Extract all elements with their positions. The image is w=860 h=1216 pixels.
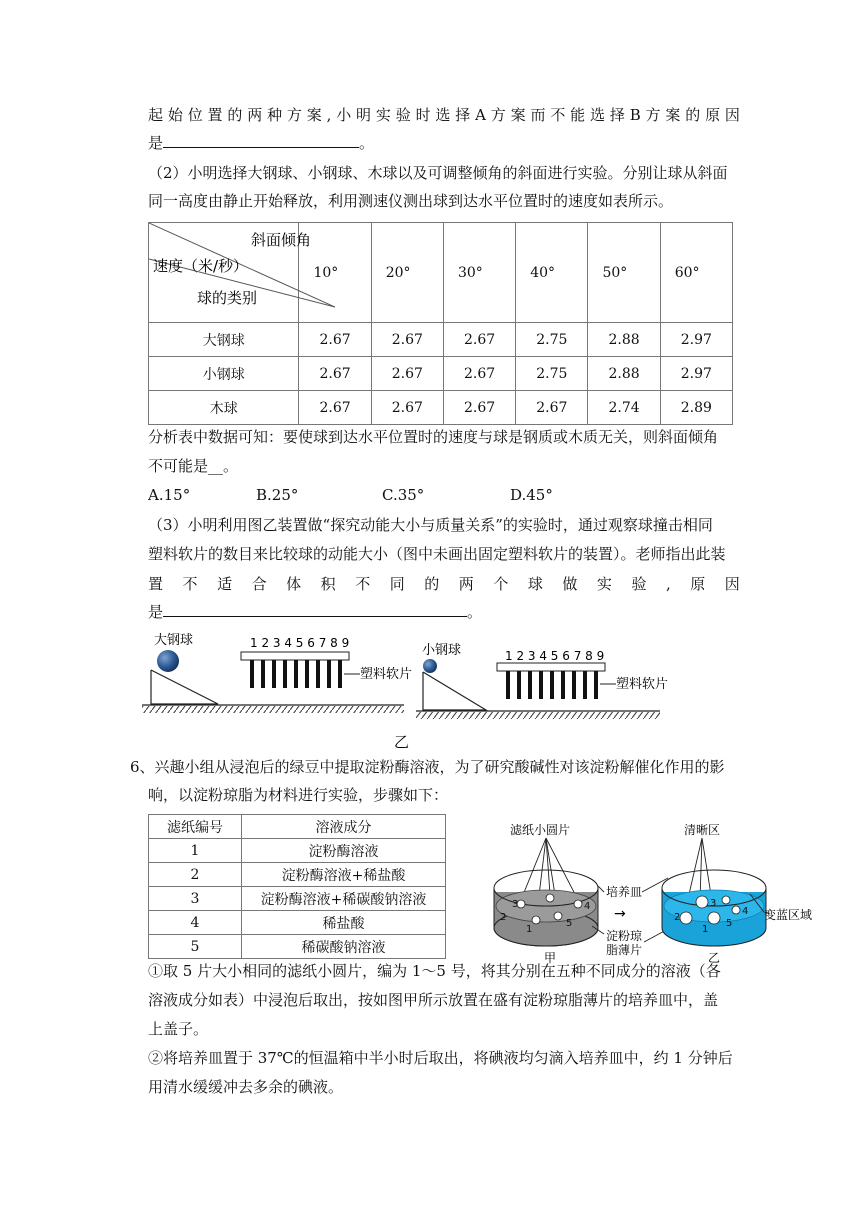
word: 时 — [415, 106, 431, 124]
speed-table — [148, 222, 733, 425]
step2-line2: 用清水缓缓冲去多余的碘液。 — [148, 1078, 344, 1096]
table-cell: 稀碳酸钠溶液 — [242, 935, 446, 959]
blue-zone-label: 变蓝区域 — [764, 908, 813, 922]
diagonal-header — [149, 223, 335, 323]
word: 小 — [336, 106, 352, 124]
table-cell: 2.67 — [299, 323, 371, 357]
option-c[interactable]: C.35° — [382, 486, 425, 504]
option-b[interactable]: B.25° — [256, 486, 299, 504]
analysis-line2: 不可能是__。 — [148, 457, 239, 475]
word: 两 — [247, 106, 263, 124]
word: 起 — [148, 106, 164, 124]
table-cell: 2.67 — [371, 357, 443, 391]
film-label-left: 塑料软片 — [360, 667, 413, 682]
word: 方 — [286, 106, 302, 124]
svg-text:5: 5 — [726, 918, 733, 929]
q6-line2: 响，以淀粉琼脂为材料进行实验，步骤如下： — [148, 786, 449, 804]
svg-text:1: 1 — [526, 924, 533, 935]
big-ball — [157, 650, 179, 672]
word: 选 — [590, 106, 606, 124]
agar-label-2: 脂薄片 — [606, 943, 643, 957]
word: 体 — [286, 575, 302, 593]
ground-left — [142, 706, 404, 713]
svg-text:4: 4 — [584, 901, 591, 912]
q5-part2-line1: （2）小明选择大钢球、小钢球、木球以及可调整倾角的斜面进行实验。分别让球从斜面 — [148, 164, 728, 182]
word: A — [475, 106, 486, 124]
word: 能 — [570, 106, 586, 124]
word: 适 — [217, 575, 233, 593]
svg-text:1: 1 — [702, 924, 709, 935]
analysis-line1: 分析表中数据可知：要使球到达水平位置时的速度与球是钢质或木质无关，则斜面倾角 — [148, 428, 719, 446]
word: 方 — [645, 106, 661, 124]
table-row — [149, 391, 733, 425]
ramp-right — [423, 672, 486, 710]
diagonal-header-cell — [149, 223, 312, 323]
table-cell: 2.88 — [588, 323, 660, 357]
table-cell: 2.75 — [516, 357, 588, 391]
step2-line1: ②将培养皿置于 37℃的恒温箱中半小时后取出，将碘液均匀滴入培养皿中，约 1 分钟后 — [148, 1049, 733, 1067]
table-cell: 2.67 — [371, 391, 443, 425]
angle-header: 10° — [299, 223, 371, 323]
word: 球 — [527, 575, 543, 593]
word: 实 — [596, 575, 612, 593]
solution-table — [148, 814, 446, 959]
film-numbers-right: 1 2 3 4 5 6 7 8 9 — [505, 649, 605, 663]
part3-line2: 塑料软片的数目来比较球的动能大小（图中未画出固定塑料软片的装置）。老师指出此装 — [148, 545, 726, 563]
word: 因 — [724, 106, 740, 124]
svg-text:2: 2 — [674, 912, 681, 923]
word: 验 — [631, 575, 647, 593]
step1-line1: ①取 5 片大小相同的滤纸小圆片，编为 1～5 号，将其分别在五种不同成分的溶液（各 — [148, 962, 721, 980]
svg-text:5: 5 — [566, 918, 573, 929]
table-cell: 2.67 — [299, 391, 371, 425]
word: 不 — [550, 106, 566, 124]
word: 种 — [267, 106, 283, 124]
word: 不 — [182, 575, 198, 593]
table-cell: 2.67 — [443, 357, 515, 391]
table-cell: 淀粉酶溶液+稀盐酸 — [242, 863, 446, 887]
table-cell: 淀粉酶溶液 — [242, 839, 446, 863]
q5-part2-line2: 同一高度由静止开始释放，利用测速仪测出球到达水平位置时的速度如表所示。 — [148, 192, 674, 210]
film-numbers-left: 1 2 3 4 5 6 7 8 9 — [250, 636, 350, 650]
word: 同 — [389, 575, 405, 593]
films-right — [506, 671, 598, 699]
header-speed: 速度（米/秒） — [153, 257, 249, 275]
word: 择 — [609, 106, 625, 124]
table-cell: 2.75 — [516, 323, 588, 357]
label-yi: 乙 — [708, 951, 721, 965]
header-ball-type: 球的类别 — [197, 289, 258, 307]
word: 明 — [356, 106, 372, 124]
part3-line3 — [148, 573, 740, 595]
table-header: 滤纸编号 — [149, 815, 242, 839]
option-a[interactable]: A.15° — [148, 486, 191, 504]
table-row — [149, 839, 446, 863]
label-jia: 甲 — [544, 951, 557, 965]
figure-yi-ramps — [140, 630, 740, 760]
angle-header: 30° — [443, 223, 515, 323]
table-cell: 1 — [149, 839, 242, 863]
word: 的 — [685, 106, 701, 124]
row-label: 大钢球 — [149, 323, 299, 357]
ground-right — [416, 712, 660, 719]
word: 案 — [306, 106, 322, 124]
filter-paper-label: 滤纸小圆片 — [510, 823, 571, 837]
table-row — [149, 357, 733, 391]
header-angle: 斜面倾角 — [251, 231, 312, 249]
answer-blank-2[interactable] — [163, 601, 467, 617]
film-holder-right — [497, 663, 605, 671]
q6-line1: 6、兴趣小组从浸泡后的绿豆中提取淀粉酶溶液，为了研究酸碱性对该淀粉解催化作用的影 — [130, 758, 725, 776]
q5-line1 — [148, 104, 740, 126]
word: 原 — [705, 106, 721, 124]
part3-line1: （3）小明利用图乙装置做“探究动能大小与质量关系”的实验时，通过观察球撞击相同 — [148, 516, 713, 534]
angle-header: 60° — [660, 223, 732, 323]
word: 的 — [227, 106, 243, 124]
table-row — [149, 935, 446, 959]
word: 择 — [455, 106, 471, 124]
word: 原 — [690, 575, 706, 593]
q5-line2: 是 。 — [148, 134, 375, 152]
table-cell: 5 — [149, 935, 242, 959]
table-cell: 3 — [149, 887, 242, 911]
row-label: 小钢球 — [149, 357, 299, 391]
table-cell: 2.67 — [371, 323, 443, 357]
word: 两 — [458, 575, 474, 593]
word: 的 — [424, 575, 440, 593]
dish-label: 培养皿 — [606, 885, 643, 899]
table-row — [149, 887, 446, 911]
table-cell: 2 — [149, 863, 242, 887]
table-header: 溶液成分 — [242, 815, 446, 839]
word: 置 — [148, 575, 164, 593]
table-cell: 淀粉酶溶液+稀碳酸钠溶液 — [242, 887, 446, 911]
film-holder-left — [241, 652, 349, 660]
table-cell: 2.74 — [588, 391, 660, 425]
table-cell: 2.97 — [660, 323, 732, 357]
part3-line4: 是 。 — [148, 603, 483, 621]
small-ball — [423, 659, 437, 673]
word: 置 — [207, 106, 223, 124]
svg-text:4: 4 — [742, 906, 749, 917]
step1-line3: 上盖子。 — [148, 1020, 209, 1038]
table-cell: 稀盐酸 — [242, 911, 446, 935]
word: 个 — [493, 575, 509, 593]
word: 位 — [187, 106, 203, 124]
table-cell: 2.67 — [516, 391, 588, 425]
table-cell: 2.89 — [660, 391, 732, 425]
table-cell: 2.67 — [443, 391, 515, 425]
table-cell: 2.88 — [588, 357, 660, 391]
films-left — [250, 660, 342, 688]
table-row — [149, 323, 733, 357]
word: , — [326, 106, 332, 124]
agar-label-1: 淀粉琼 — [606, 929, 643, 943]
table-cell: 4 — [149, 911, 242, 935]
big-ball-label: 大钢球 — [154, 633, 194, 648]
petri-dish-figure — [488, 816, 818, 966]
word: 案 — [665, 106, 681, 124]
word: 积 — [320, 575, 336, 593]
word: 方 — [490, 106, 506, 124]
row-label: 木球 — [149, 391, 299, 425]
word: B — [629, 106, 641, 124]
svg-text:3: 3 — [710, 898, 717, 909]
table-cell: 2.97 — [660, 357, 732, 391]
word: 选 — [435, 106, 451, 124]
dish-jia — [494, 870, 598, 946]
word: 始 — [167, 106, 183, 124]
svg-text:3: 3 — [512, 899, 519, 910]
word: 因 — [724, 575, 740, 593]
answer-blank-1[interactable] — [163, 132, 359, 148]
option-d[interactable]: D.45° — [510, 486, 553, 504]
film-label-right: 塑料软片 — [616, 677, 669, 692]
angle-header: 20° — [371, 223, 443, 323]
angle-header: 50° — [588, 223, 660, 323]
svg-text:2: 2 — [500, 912, 507, 923]
word: 合 — [251, 575, 267, 593]
word: 案 — [510, 106, 526, 124]
dish-yi — [662, 870, 766, 946]
word: 验 — [395, 106, 411, 124]
figure-yi-caption: 乙 — [394, 733, 410, 751]
word: 做 — [562, 575, 578, 593]
table-row — [149, 863, 446, 887]
step1-line2: 溶液成分如表）中浸泡后取出，按如图甲所示放置在盛有淀粉琼脂薄片的培养皿中，盖 — [148, 991, 719, 1009]
small-ball-label: 小钢球 — [422, 643, 462, 658]
table-cell: 2.67 — [443, 323, 515, 357]
table-cell: 2.67 — [299, 357, 371, 391]
ramp-left — [151, 670, 218, 704]
table-row — [149, 911, 446, 935]
angle-header: 40° — [516, 223, 588, 323]
arrow-symbol: → — [614, 906, 626, 922]
word: , — [665, 575, 671, 593]
word: 不 — [355, 575, 371, 593]
word: 实 — [375, 106, 391, 124]
word: 而 — [530, 106, 546, 124]
clear-zone-label: 清晰区 — [684, 823, 721, 837]
